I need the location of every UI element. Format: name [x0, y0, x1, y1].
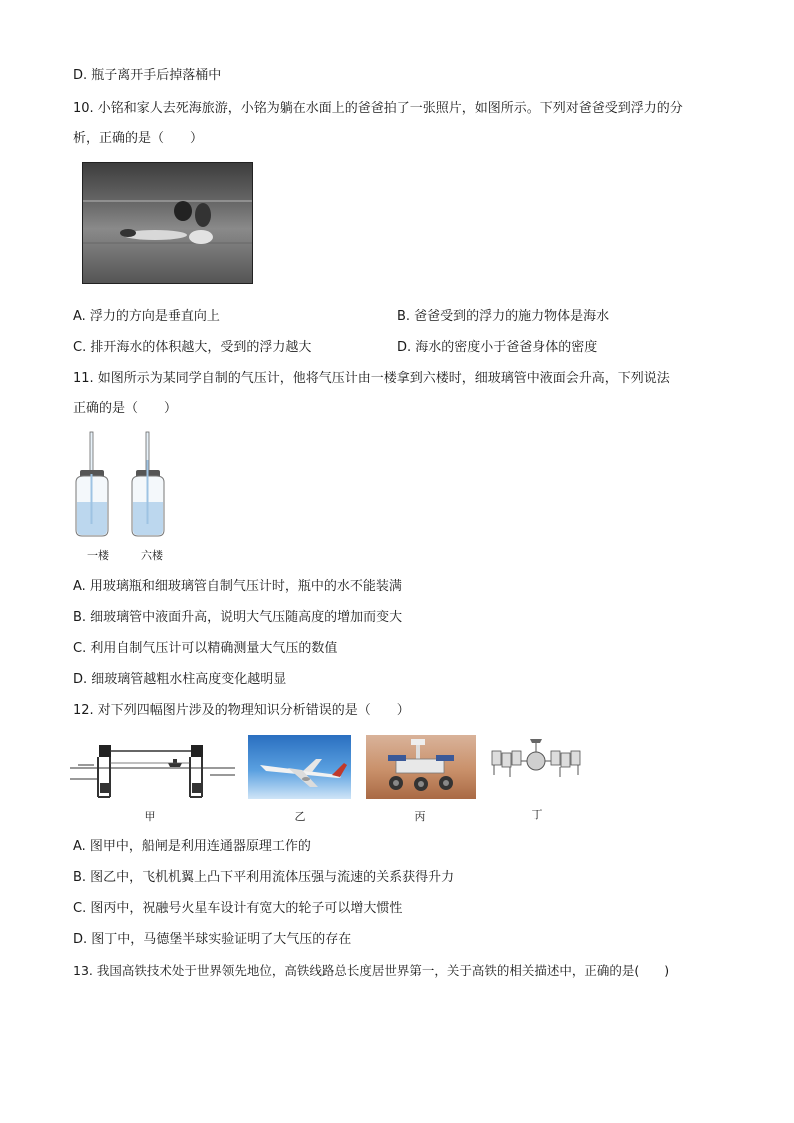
caption-first-floor: 一楼	[87, 549, 109, 562]
airplane-photo	[248, 735, 351, 799]
q10-option-c: C. 排开海水的体积越大，受到的浮力越大	[73, 340, 312, 355]
q12-option-a: A. 图甲中，船闸是利用连通器原理工作的	[73, 839, 311, 854]
q12-stem: 12. 对下列四幅图片涉及的物理知识分析错误的是（ ）	[73, 703, 410, 718]
barometer-figure	[68, 430, 178, 545]
q10-stem-line1: 10. 小铭和家人去死海旅游，小铭为躺在水面上的爸爸拍了一张照片，如图所示。下列对爸爸受到浮力的分	[73, 101, 683, 116]
q10-option-a: A. 浮力的方向是垂直向上	[73, 309, 220, 324]
caption-jia: 甲	[144, 810, 156, 823]
caption-bing: 丙	[414, 810, 426, 823]
q11-option-b: B. 细玻璃管中液面升高，说明大气压随高度的增加而变大	[73, 610, 403, 625]
mars-rover-photo	[366, 735, 476, 799]
q12-option-c: C. 图丙中，祝融号火星车设计有宽大的轮子可以增大惯性	[73, 901, 403, 916]
dead-sea-photo	[82, 162, 253, 284]
mars-rover-image	[366, 735, 476, 799]
q11-option-a: A. 用玻璃瓶和细玻璃管自制气压计时，瓶中的水不能装满	[73, 579, 402, 594]
caption-yi: 乙	[294, 810, 306, 823]
q11-option-d: D. 细玻璃管越粗水柱高度变化越明显	[73, 672, 287, 687]
caption-sixth-floor: 六楼	[141, 549, 163, 562]
q12-option-b: B. 图乙中，飞机机翼上凸下平利用流体压强与流速的关系获得升力	[73, 870, 455, 885]
barometer-bottles-image	[68, 430, 178, 545]
q9-option-d: D. 瓶子离开手后掉落桶中	[73, 68, 222, 83]
q10-option-d: D. 海水的密度小于爸爸身体的密度	[397, 340, 598, 355]
q11-stem-line1: 11. 如图所示为某同学自制的气压计，他将气压计由一楼拿到六楼时，细玻璃管中液面会升高，下列说法	[73, 371, 670, 386]
q11-option-c: C. 利用自制气压计可以精确测量大气压的数值	[73, 641, 338, 656]
q10-stem-line2: 析，正确的是（ ）	[73, 131, 204, 146]
magdeburg-hemispheres-image	[490, 735, 582, 785]
q10-option-b: B. 爸爸受到的浮力的施力物体是海水	[397, 309, 610, 324]
caption-ding: 丁	[531, 808, 543, 821]
floating-person-image	[83, 163, 252, 283]
magdeburg-figure	[490, 735, 582, 785]
airplane-image	[248, 735, 351, 799]
ship-lock-diagram	[70, 735, 235, 800]
q11-stem-line2: 正确的是（ ）	[73, 401, 178, 416]
ship-lock-figure	[70, 735, 235, 800]
q12-option-d: D. 图丁中，马德堡半球实验证明了大气压的存在	[73, 932, 352, 947]
q13-stem: 13. 我国高铁技术处于世界领先地位，高铁线路总长度居世界第一，关于高铁的相关描述中，正确的是( )	[73, 963, 670, 978]
